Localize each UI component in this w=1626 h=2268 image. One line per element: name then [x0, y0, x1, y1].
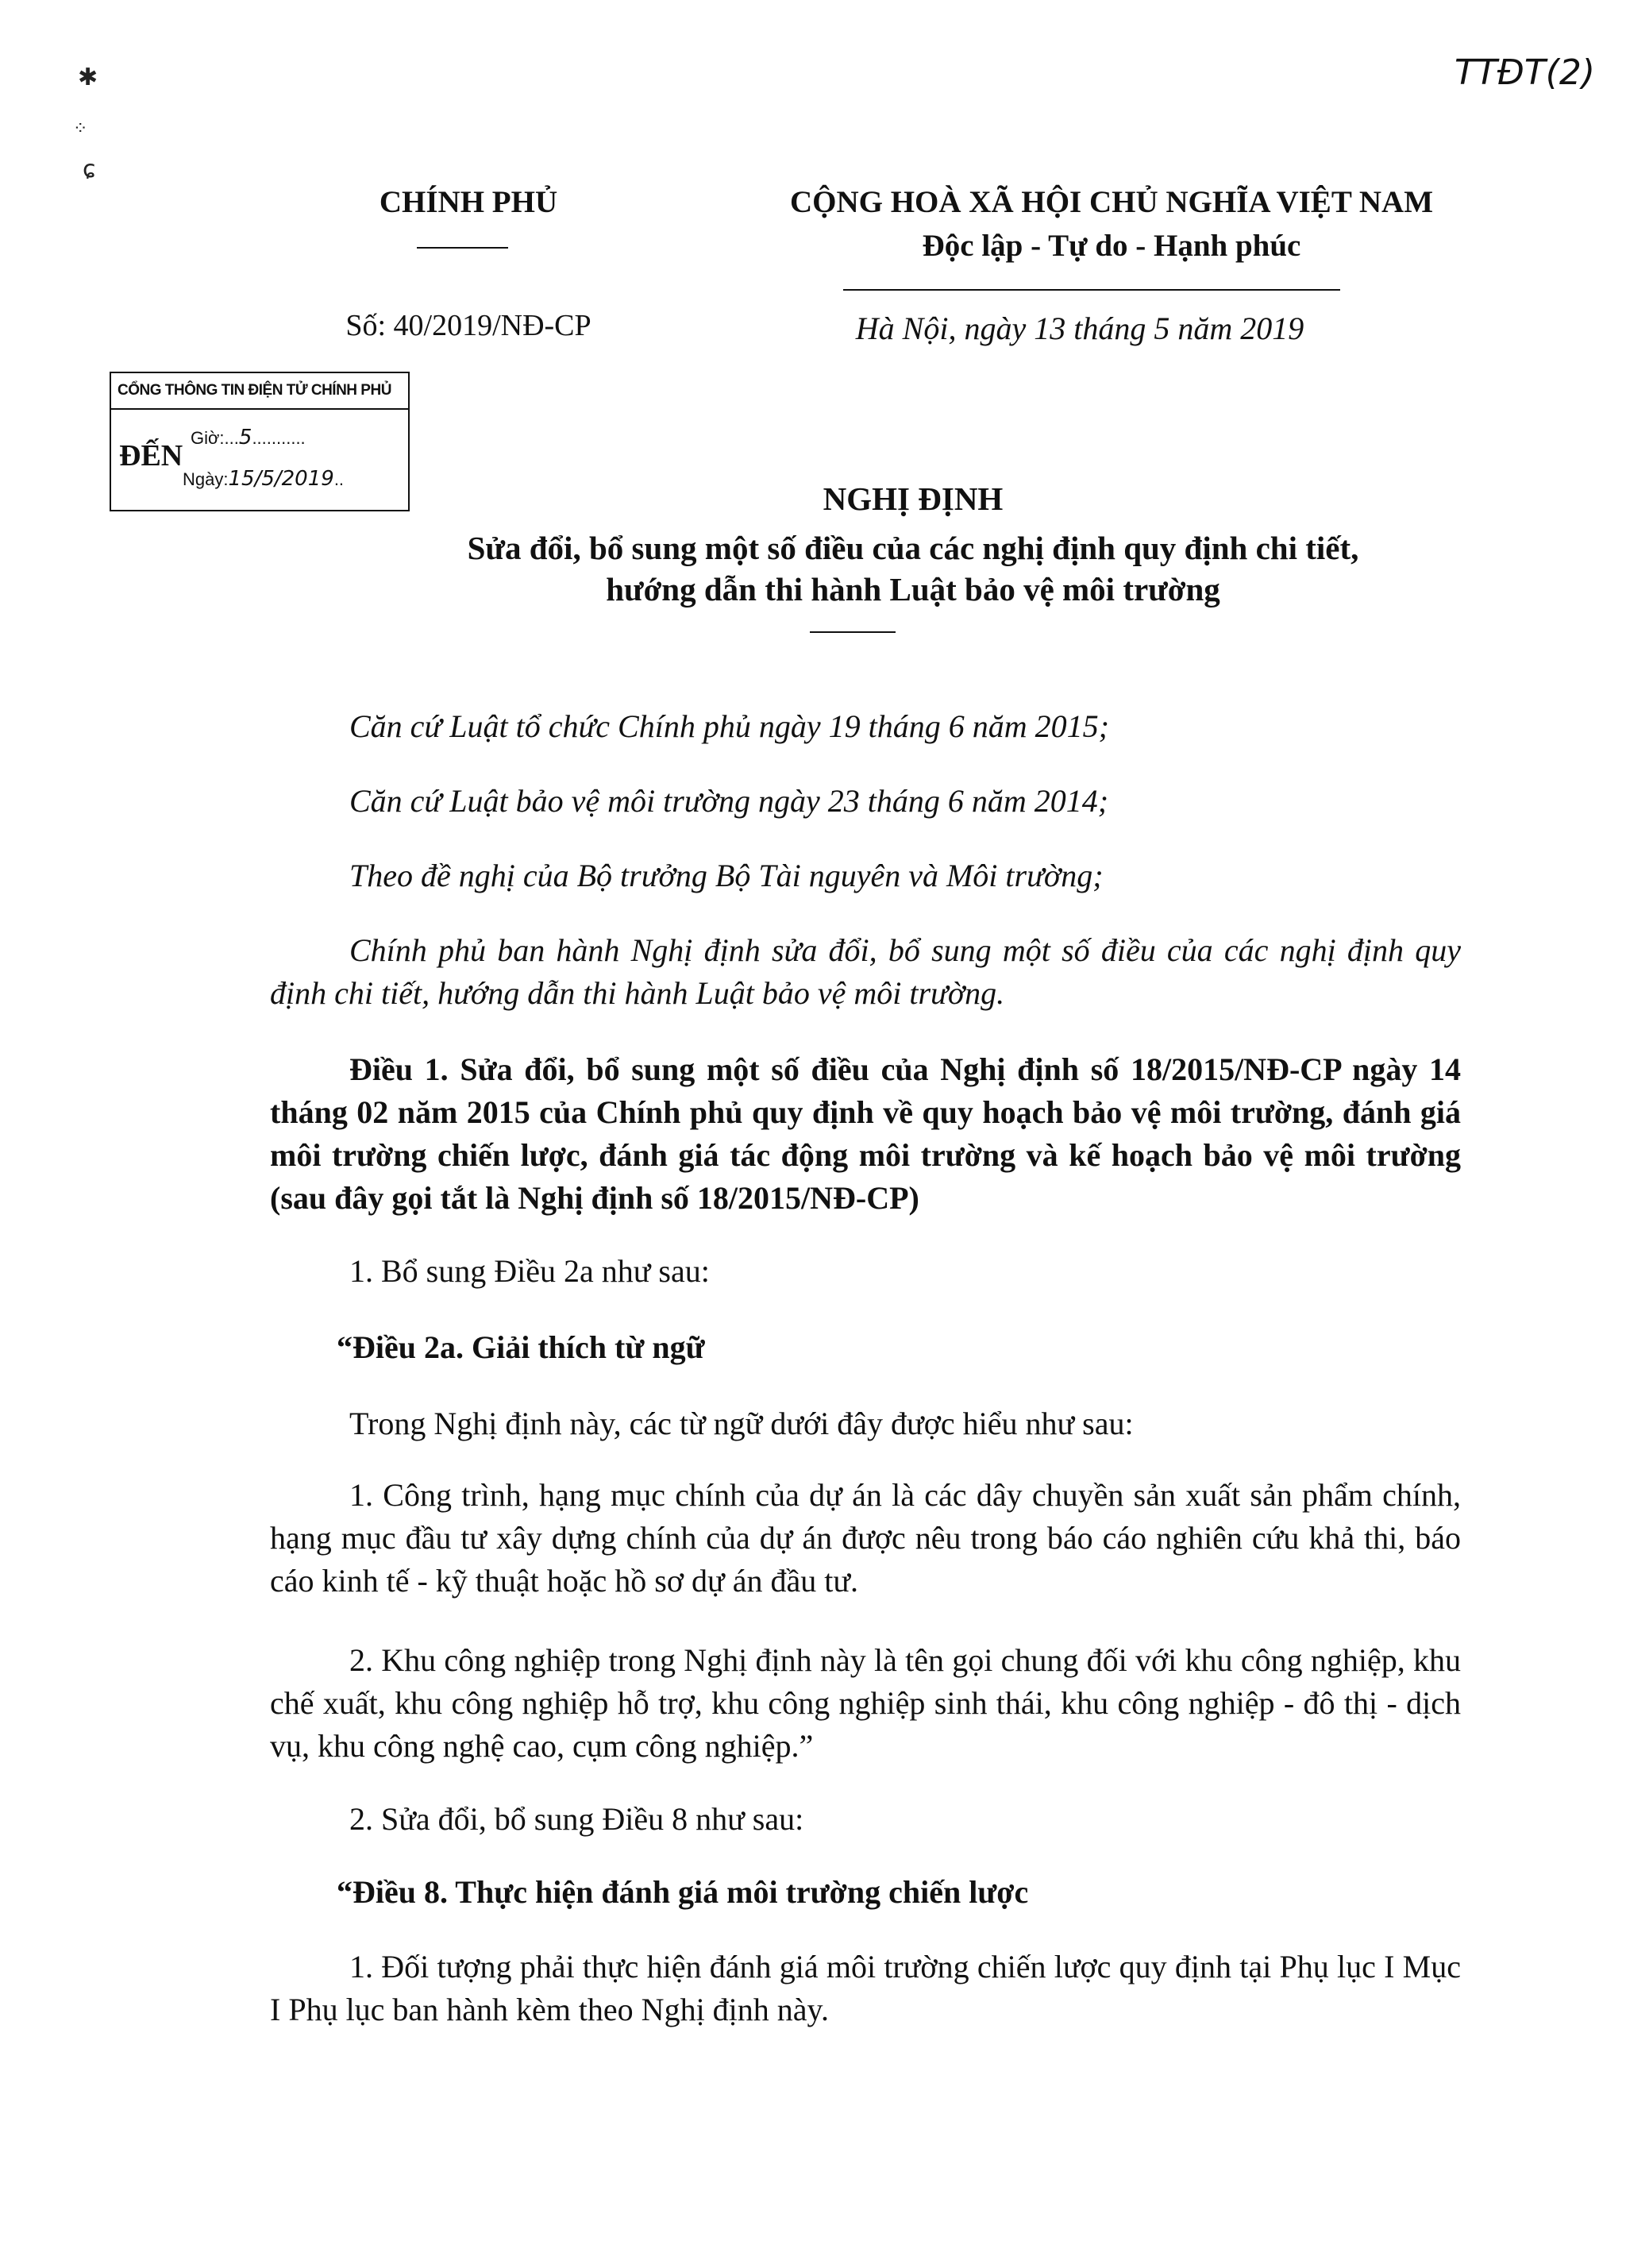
preamble-basis-2: Căn cứ Luật bảo vệ môi trường ngày 23 tháng 6 năm 2014; — [349, 783, 1109, 819]
article-8-clause-1: 1. Đối tượng phải thực hiện đánh giá môi trường chiến lược quy định tại Phụ lục I Mục I Phụ lục ban hành kèm theo Nghị định này. — [270, 1949, 1461, 2027]
stamp-time: Giờ:...5........... — [191, 426, 306, 449]
definitions-intro: Trong Nghị định này, các từ ngữ dưới đây được hiểu như sau: — [349, 1406, 1134, 1441]
item-2: 2. Sửa đổi, bổ sung Điều 8 như sau: — [349, 1801, 804, 1837]
document-subtitle-line-1: Sửa đổi, bổ sung một số điều của các nghị định quy định chi tiết, — [467, 530, 1359, 566]
national-motto: Độc lập - Tự do - Hạnh phúc — [922, 229, 1301, 263]
article-1-heading: Điều 1. Sửa đổi, bổ sung một số điều của Nghị định số 18/2015/NĐ-CP ngày 14 tháng 02 năm 2015 của Chính phủ quy định về quy hoạch bảo vệ môi trường, đánh giá môi trường chiến lược, đánh giá tác động môi trường và kế hoạch bảo vệ môi trường (sau đây gọi tắt là Nghị định số 18/2015/NĐ-CP) — [270, 1051, 1461, 1216]
motto-underline — [843, 289, 1340, 291]
stamp-date: Ngày:15/5/2019.. — [183, 467, 345, 491]
agency-underline — [417, 247, 508, 249]
corner-handwritten-note: TTĐT(2) — [1455, 52, 1596, 93]
place-date: Hà Nội, ngày 13 tháng 5 năm 2019 — [855, 310, 1304, 346]
article-2a-title: “Điều 2a. Giải thích từ ngữ — [337, 1329, 705, 1365]
document-type: NGHỊ ĐỊNH — [823, 480, 1004, 517]
stamp-date-value: 15/5/2019 — [228, 467, 334, 491]
document-subtitle-line-2: hướng dẫn thi hành Luật bảo vệ môi trường — [606, 571, 1220, 608]
scan-mark: ɕ — [83, 156, 96, 183]
agency-name: CHÍNH PHỦ — [379, 185, 558, 219]
stamp-time-label: Giờ: — [191, 428, 225, 448]
preamble-promulgation: Chính phủ ban hành Nghị định sửa đổi, bổ sung một số điều của các nghị định quy định chi tiết, hướng dẫn thi hành Luật bảo vệ môi trường. — [270, 932, 1461, 1011]
definition-1: 1. Công trình, hạng mục chính của dự án là các dây chuyền sản xuất sản phẩm chính, hạng mục đầu tư xây dựng chính của dự án được nêu trong báo cáo nghiên cứu khả thi, báo cáo kinh tế - kỹ thuật hoặc hồ sơ dự án đầu tư. — [270, 1477, 1461, 1599]
stamp-date-label: Ngày: — [183, 469, 229, 489]
definition-2: 2. Khu công nghiệp trong Nghị định này là tên gọi chung đối với khu công nghiệp, khu chế xuất, khu công nghiệp hỗ trợ, khu công nghiệp sinh thái, khu công nghiệp - đô thị - dịch vụ, khu công nghệ cao, cụm công nghiệp.” — [270, 1642, 1461, 1764]
scan-mark: ⁘ — [73, 119, 88, 139]
preamble-proposal: Theo đề nghị của Bộ trưởng Bộ Tài nguyên và Môi trường; — [349, 858, 1104, 893]
document-number: Số: 40/2019/NĐ-CP — [345, 309, 591, 342]
item-1: 1. Bổ sung Điều 2a như sau: — [349, 1253, 710, 1289]
article-8-title: “Điều 8. Thực hiện đánh giá môi trường chiến lược — [337, 1874, 1029, 1910]
title-underline — [810, 631, 896, 633]
stamp-time-value: 5 — [238, 426, 252, 449]
country-name: CỘNG HOÀ XÃ HỘI CHỦ NGHĨA VIỆT NAM — [789, 185, 1434, 219]
stamp-den: ĐẾN — [119, 439, 183, 472]
stamp-title: CỔNG THÔNG TIN ĐIỆN TỬ CHÍNH PHỦ — [111, 373, 408, 410]
preamble-basis-1: Căn cứ Luật tổ chức Chính phủ ngày 19 tháng 6 năm 2015; — [349, 708, 1109, 744]
scan-mark: ✱ — [78, 64, 98, 91]
